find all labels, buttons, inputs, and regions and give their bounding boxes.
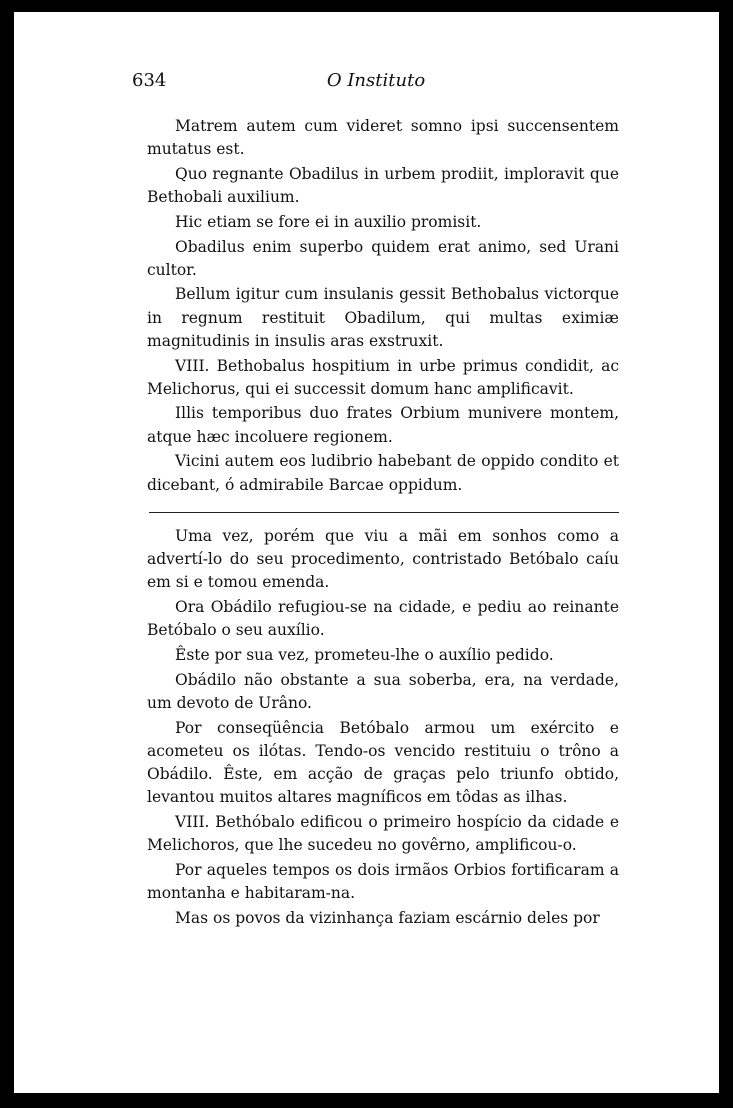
portuguese-paragraph: VIII. Bethóbalo edificou o primeiro hospício da cidade e Melichoros, que lhe sucedeu no govêrno, amplificou-o. bbox=[147, 812, 619, 855]
latin-paragraph: Illis temporibus duo frates Orbium munivere montem, atque hæc incoluere regionem. bbox=[147, 404, 619, 446]
portuguese-paragraph: Ora Obádilo refugiou-se na cidade, e pediu ao reinante Betóbalo o seu auxílio. bbox=[147, 598, 619, 640]
latin-paragraph: Matrem autem cum videret somno ipsi succensentem mutatus est. bbox=[147, 117, 619, 159]
portuguese-paragraph: Por aqueles tempos os dois irmãos Orbios fortificaram a montanha e habitaram-na. bbox=[147, 860, 619, 903]
portuguese-text-block bbox=[147, 525, 619, 931]
running-title: O Instituto bbox=[326, 70, 426, 91]
latin-paragraph: Obadilus enim superbo quidem erat animo, sed Urani cultor. bbox=[147, 237, 619, 279]
latin-paragraph: Quo regnante Obadilus in urbem prodiit, imploravit que Bethobali auxilium. bbox=[147, 164, 619, 207]
portuguese-paragraph: Obádilo não obstante a sua soberba, era, na verdade, um devoto de Urâno. bbox=[147, 670, 619, 712]
latin-paragraph: VIII. Bethobalus hospitium in urbe primus condidit, ac Melichorus, qui ei successit domum hanc amplificavit. bbox=[147, 356, 619, 398]
latin-paragraph: Hic etiam se fore ei in auxilio promisit. bbox=[175, 212, 482, 231]
portuguese-paragraph: Mas os povos da vizinhança faziam escárnio deles por bbox=[175, 908, 600, 927]
portuguese-paragraph: Uma vez, porém que viu a mãi em sonhos como a advertí-lo do seu procedimento, contristado Betóbalo caíu em si e tomou emenda. bbox=[147, 527, 619, 592]
portuguese-paragraph: Por conseqüência Betóbalo armou um exército e acometeu os ilótas. Tendo-os vencido restituiu o trôno a Obádilo. Êste, em acção de graças pelo triunfo obtido, levantou muitos altares magníficos em tôdas as ilhas. bbox=[147, 718, 619, 807]
portuguese-paragraph: Êste por sua vez, prometeu-lhe o auxílio pedido. bbox=[175, 646, 554, 665]
latin-text-block bbox=[147, 115, 619, 498]
latin-paragraph: Bellum igitur cum insulanis gessit Bethobalus victorque in regnum restituit Obadilum, qui multas eximiæ magnitudinis in insulis aras exstruxit. bbox=[147, 285, 619, 350]
page-number: 634 bbox=[132, 70, 167, 91]
latin-paragraph: Vicini autem eos ludibrio habebant de oppido condito et dicebant, ó admirabile Barcae oppidum. bbox=[147, 452, 619, 494]
section-divider bbox=[149, 512, 619, 513]
